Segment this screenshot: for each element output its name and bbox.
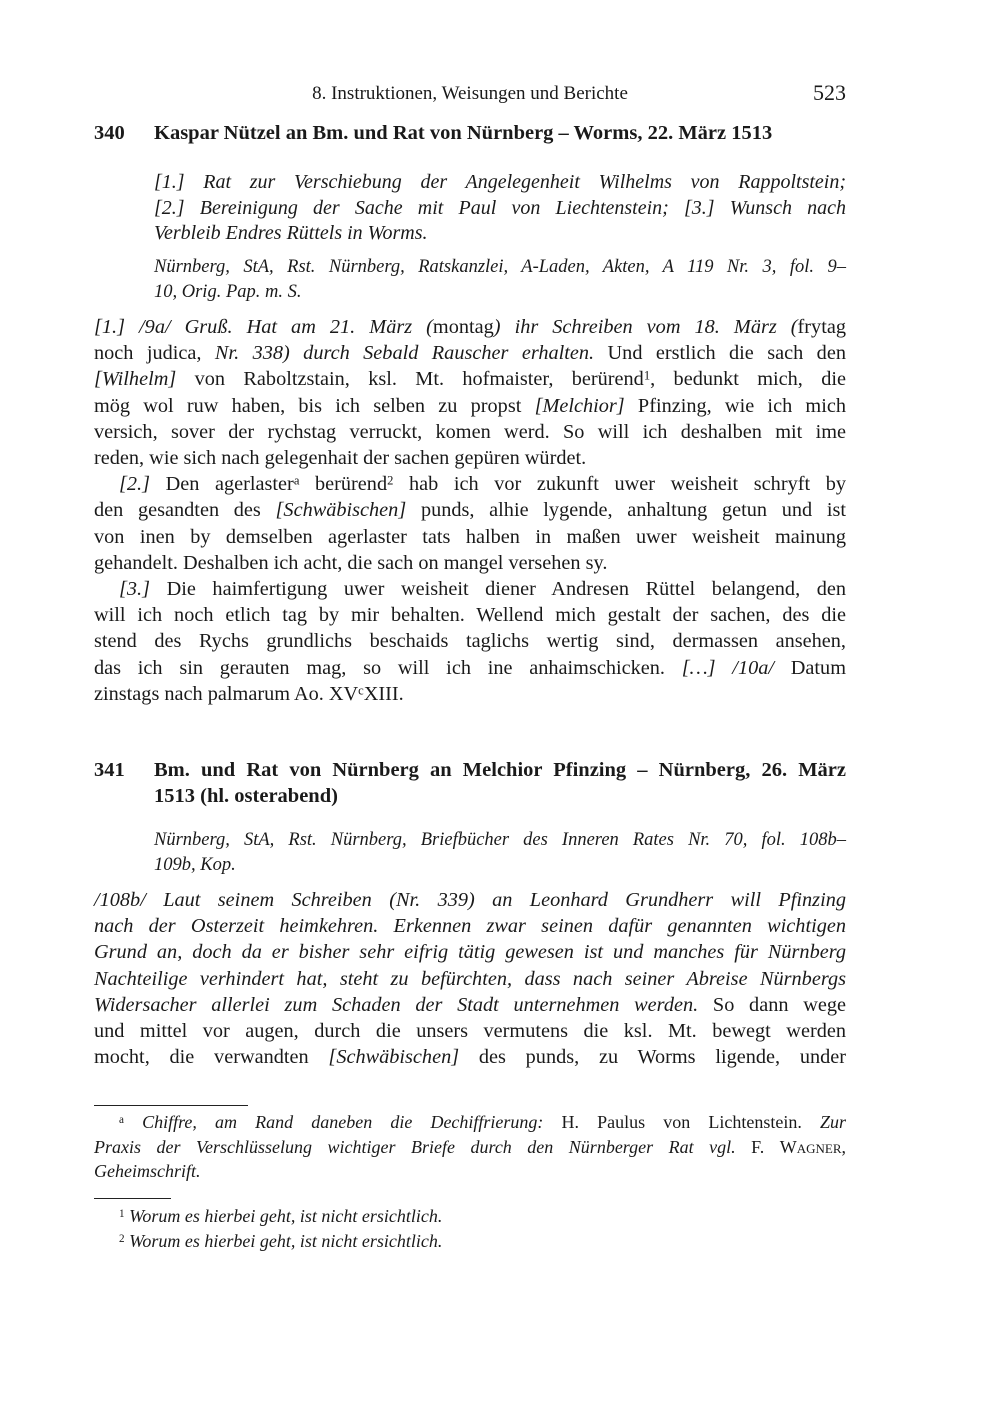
document-number: 341 (94, 759, 125, 781)
text-line (94, 445, 846, 471)
text-segment: und mittel vor augen, durch die unsers vermutens die ksl. Mt. bewegt werden (94, 1020, 846, 1043)
text-line (94, 1135, 846, 1160)
footnote-marker: a (119, 1113, 124, 1126)
document-341-heading (94, 757, 846, 813)
source-340 (154, 255, 846, 304)
text-segment: [1.] Rat zur Verschiebung der Angelegenheit Wilhelms von Rappoltstein; (154, 171, 846, 193)
source-341 (154, 828, 846, 877)
text-segment: Zur (801, 1112, 846, 1132)
text-segment: berürend (299, 473, 388, 496)
text-line (94, 419, 846, 445)
text-segment: [2.] (119, 473, 150, 496)
text-line (154, 853, 846, 878)
text-line (94, 471, 846, 497)
text-line (94, 340, 846, 366)
text-segment: Und erstlich die sach den (594, 342, 846, 365)
text-segment: Praxis der Verschlüsselung wichtiger Briefe durch den Nürnberger Rat vgl. (94, 1136, 736, 1157)
text-segment: 10, Orig. Pap. m. S. (154, 281, 302, 302)
text-segment: [2.] Bereinigung der Sache mit Paul von Liechtenstein; [3.] Wunsch nach (154, 196, 846, 219)
text-segment: […] /10a/ (681, 656, 775, 679)
text-line (94, 1229, 846, 1254)
text-line (94, 1018, 846, 1044)
text-line (94, 366, 846, 392)
text-line (94, 550, 846, 576)
text-segment: nach der Osterzeit heimkehren. Erkennen zwar seinen dafür genannten wichtigen (94, 915, 846, 938)
text-segment: , bedunkt mich, die (650, 368, 847, 391)
text-line (94, 939, 846, 965)
text-segment: [Wilhelm] (94, 368, 177, 391)
text-segment: versich, sover der rychstag verruckt, komen werd. So will ich deshalben mit ime (94, 420, 846, 443)
title-line: 1513 (hl. osterabend) (154, 785, 338, 807)
text-segment: /108b/ Laut seinem Schreiben (Nr. 339) an Leonhard Grundherr will Pfinzing (94, 889, 846, 911)
text-segment: von Raboltzstain, ksl. Mt. hofmaister, berürend (176, 368, 644, 391)
text-segment: will ich noch etlich tag by mir behalten. Wellend mich gestalt der sachen, des die (94, 604, 846, 627)
text-segment: Worum es hierbei geht, ist nicht ersichtlich. (124, 1230, 443, 1251)
text-segment: [Melchior] (534, 394, 625, 417)
title-line: Bm. und Rat von Nürnberg an Melchior Pfinzing – Nürnberg, 26. März (154, 759, 846, 781)
text-line (94, 628, 846, 654)
text-segment: [1.] /9a/ Gruß. Hat am 21. März ( (94, 316, 433, 338)
text-segment: des punds, zu Worms ligende, under (459, 1046, 847, 1069)
text-segment: Chiffre, am Rand daneben die Dechiffrierung: (123, 1112, 544, 1132)
text-segment: mög wol ruw haben, bis ich selben zu propst (94, 394, 535, 417)
text-line (154, 221, 846, 247)
text-line (94, 576, 846, 602)
footnote-marker: 1 (119, 1207, 125, 1220)
footnote-rule (94, 1198, 171, 1199)
text-segment: Widersacher allerlei zum Schaden der Stadt unternehmen werden. (94, 993, 699, 1016)
text-segment: Worum es hierbei geht, ist nicht ersichtlich. (124, 1206, 443, 1226)
text-segment: XIII. (363, 682, 404, 705)
text-line (94, 655, 846, 681)
text-line (94, 524, 846, 550)
text-line (154, 255, 846, 280)
text-segment: den gesandten des (94, 499, 276, 522)
title-line: Kaspar Nützel an Bm. und Rat von Nürnberg – Worms, 22. März 1513 (154, 122, 773, 144)
text-line (154, 828, 846, 853)
footnote-marker: 2 (119, 1232, 125, 1245)
text-segment: punds, alhie lygende, anhaltung getun und ist (406, 499, 846, 522)
text-segment: , Nr. 338) durch Sebald Rauscher erhalten. (196, 342, 595, 365)
text-segment: frytag (797, 316, 846, 338)
text-segment: Nachteilige verhindert hat, steht zu befürchten, dass nach seiner Abreise Nürnbergs (94, 967, 846, 990)
footnote-marker: c (358, 683, 364, 698)
text-segment: ) ihr Schreiben vom 18. März ( (493, 316, 798, 338)
text-line (94, 913, 846, 939)
text-segment: Datum (774, 656, 846, 679)
text-segment: Pfinzing, wie ich mich (624, 394, 846, 417)
text-segment: das ich sin gerauten mag, so will ich ine anhaimschicken. (94, 656, 682, 679)
text-segment: mocht, die verwandten (94, 1046, 329, 1069)
text-line (94, 314, 846, 340)
text-segment: reden, wie sich nach gelegenhait der sachen gepüren würdet. (94, 447, 587, 470)
text-segment: hab ich vor zukunft uwer weisheit schryft by (393, 473, 846, 496)
text-segment: 109b, Kop. (154, 854, 236, 875)
footnote-rule (94, 1105, 248, 1106)
footnotes-numeric (94, 1204, 846, 1253)
text-segment: noch judica (94, 342, 197, 365)
text-segment: F. (735, 1136, 780, 1157)
text-line (94, 497, 846, 523)
text-line (154, 280, 846, 305)
text-segment: , (841, 1136, 846, 1157)
text-segment: So dann wege (698, 993, 846, 1016)
text-line (94, 1159, 846, 1184)
footnote-marker: a (293, 473, 300, 488)
text-segment: Den agerlaster (150, 473, 294, 496)
body-340 (94, 314, 846, 707)
text-line (94, 681, 846, 707)
text-line (94, 393, 846, 419)
text-segment: [Schwäbischen] (328, 1046, 460, 1069)
text-line (154, 170, 846, 196)
text-line (94, 966, 846, 992)
document-title (154, 120, 846, 146)
running-title: 8. Instruktionen, Weisungen und Berichte (312, 83, 628, 104)
text-segment: Nürnberg, StA, Rst. Nürnberg, Briefbücher des Inneren Rates Nr. 70, fol. 108b– (154, 830, 846, 850)
text-segment: H. Paulus von Lichtenstein. (543, 1112, 802, 1132)
text-segment: Verbleib Endres Rüttels in Worms. (154, 222, 428, 244)
text-line (94, 1204, 846, 1229)
text-line (94, 1110, 846, 1135)
text-segment: von inen by demselben agerlaster tats halben in maßen uwer weisheit mainung (94, 525, 846, 548)
text-segment: Wagner (779, 1136, 842, 1157)
text-segment: [Schwäbischen] (275, 499, 407, 522)
text-line (94, 602, 846, 628)
footnotes-letter (94, 1110, 846, 1184)
document-title (154, 757, 846, 809)
regest-340 (154, 170, 846, 247)
text-line (94, 1044, 846, 1070)
text-segment: Grund an, doch da er bisher sehr eifrig tätig gewesen ist und manches für Nürnberg (94, 941, 846, 964)
footnote-marker: 1 (643, 368, 651, 383)
text-segment: stend des Rychs grundlichs beschaids taglichs wertig sind, dermassen ansehen, (94, 630, 846, 653)
text-line (94, 887, 846, 913)
text-segment: Die haimfertigung uwer weisheit diener Andresen Rüttel belangend, den (150, 578, 846, 601)
text-segment: Geheimschrift. (94, 1161, 201, 1181)
text-segment: [3.] (119, 578, 150, 601)
text-line (154, 196, 846, 222)
page-number: 523 (813, 80, 846, 105)
text-line (94, 992, 846, 1018)
body-341 (94, 887, 846, 1070)
document-number: 340 (94, 122, 125, 144)
text-segment: Nürnberg, StA, Rst. Nürnberg, Ratskanzlei, A-Laden, Akten, A 119 Nr. 3, fol. 9– (154, 257, 846, 277)
document-340-heading (94, 120, 846, 150)
text-segment: gehandelt. Deshalben ich acht, die sach on mangel versehen sy. (94, 551, 608, 574)
footnote-marker: 2 (387, 473, 394, 488)
text-segment: montag (432, 316, 494, 338)
text-segment: zinstags nach palmarum Ao. XV (94, 682, 359, 705)
